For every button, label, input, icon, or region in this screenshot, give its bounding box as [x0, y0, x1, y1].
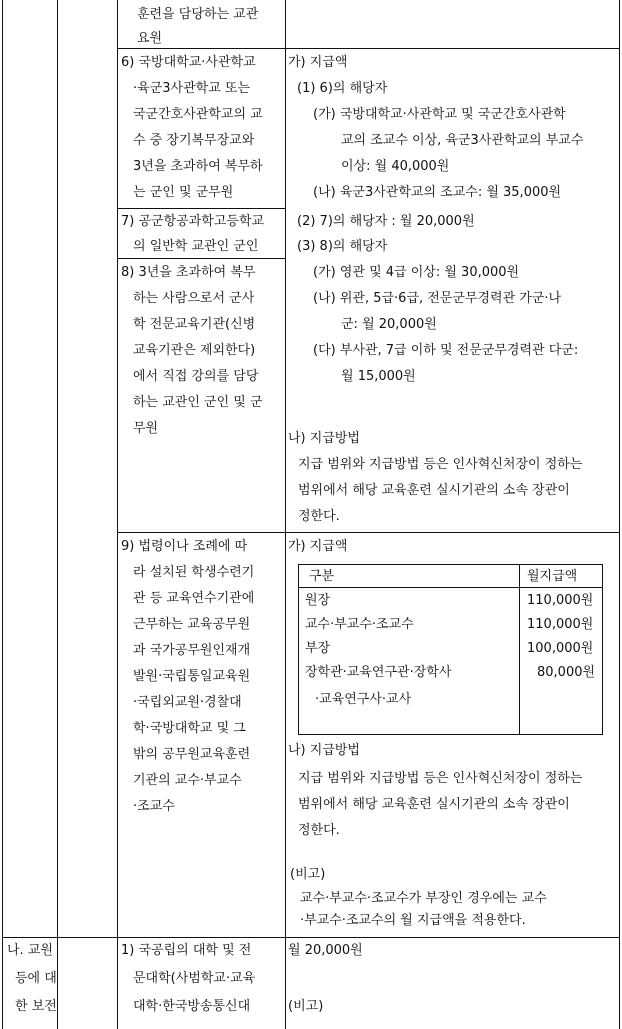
method-line: 범위에서 해당 교육훈련 실시기관의 소속 장관이 — [298, 483, 570, 498]
payment-line: (가) 국방대학교·사관학교 및 국군간호사관학 — [313, 107, 566, 122]
mini-table-header-line — [299, 587, 602, 588]
desc-line: 7) 공군항공과학고등학교 — [121, 214, 265, 229]
desc-line: 요원 — [137, 31, 163, 46]
mini-table-header-category: 구분 — [309, 569, 335, 584]
desc-line: 기관의 교수·부교수 — [133, 773, 242, 788]
table-col-divider-3 — [285, 0, 286, 1029]
desc-line: 하는 사람으로서 군사 — [133, 291, 255, 306]
remark-line: ·부교수·조교수의 월 지급액을 적용한다. — [300, 913, 526, 928]
desc-line: 8) 3년을 초과하여 복무 — [121, 265, 256, 280]
payment-line: (3) 8)의 해당자 — [297, 239, 388, 254]
payment-heading: 가) 지급액 — [288, 55, 348, 70]
payment-line: (가) 영관 및 4급 이상: 월 30,000원 — [313, 265, 520, 280]
section-label: 나. 교원 — [7, 943, 53, 958]
desc-line: 문대학(사범학교·교육 — [133, 971, 256, 986]
table-col-divider-1 — [57, 0, 58, 1029]
payment-heading: 가) 지급액 — [288, 539, 348, 554]
table-col-divider-2 — [117, 0, 118, 1029]
method-line: 지급 범위와 지급방법 등은 인사혁신처장이 정하는 — [298, 771, 583, 786]
mini-table-row-amount: 100,000원 — [527, 641, 594, 656]
desc-line: 국군간호사관학교의 교 — [133, 107, 263, 122]
method-line: 정한다. — [298, 823, 340, 838]
desc-line: 에서 직접 강의를 담당 — [133, 369, 259, 384]
mini-table-row-amount: 110,000원 — [527, 617, 594, 632]
table-border-left — [2, 0, 3, 1029]
desc-line: 교육기관은 제외한다) — [133, 343, 256, 358]
section-label: 한 보전 — [15, 999, 57, 1014]
row-divider — [2, 937, 619, 938]
monthly-pay-table — [298, 564, 603, 735]
desc-line: 의 일반학 교관인 군인 — [133, 239, 259, 254]
desc-line: 9) 법령이나 조례에 따 — [121, 539, 248, 554]
payment-line: (나) 위관, 5급·6급, 전문군무경력관 가군·나 — [313, 291, 562, 306]
desc-line: 수 중 장기복무장교와 — [133, 133, 255, 148]
remark-heading: (비고) — [288, 999, 324, 1014]
row-divider — [117, 532, 619, 533]
desc-line: ·국립외교원·경찰대 — [133, 695, 242, 710]
section-label: 등에 대 — [15, 971, 57, 986]
method-heading: 나) 지급방법 — [288, 743, 360, 758]
payment-line: (1) 6)의 해당자 — [297, 81, 388, 96]
desc-line: 대학·한국방송통신대 — [133, 999, 251, 1014]
mini-table-header-amount: 월지급액 — [527, 569, 578, 584]
desc-line: 관 등 교육연수기관에 — [133, 591, 255, 606]
table-border-right — [619, 0, 620, 1029]
desc-line: 는 군인 및 군무원 — [133, 185, 234, 200]
desc-line: 학 전문교육기관(신병 — [133, 317, 256, 332]
desc-line: ·육군3사관학교 또는 — [133, 81, 250, 96]
desc-line: 과 국가공무원인재개 — [133, 643, 251, 658]
mini-table-row-amount: 80,000원 — [537, 665, 596, 680]
remark-line: 교수·부교수·조교수가 부장인 경우에는 교수 — [300, 891, 547, 906]
mini-table-row-amount: 110,000원 — [527, 593, 594, 608]
desc-line: 발원·국립통일교육원 — [133, 669, 251, 684]
row-divider — [117, 48, 619, 49]
row-divider — [117, 258, 285, 259]
method-line: 범위에서 해당 교육훈련 실시기관의 소속 장관이 — [298, 797, 570, 812]
desc-line: 근무하는 교육공무원 — [133, 617, 251, 632]
desc-line: 라 설치된 학생수련기 — [133, 565, 255, 580]
desc-line: 학·국방대학교 및 그 — [133, 721, 246, 736]
payment-line: 이상: 월 40,000원 — [341, 159, 450, 174]
payment-line: 월 15,000원 — [341, 369, 416, 384]
mini-table-row-label: 장학관·교육연구관·장학사 — [305, 665, 452, 680]
mini-table-row-label: 교수·부교수·조교수 — [305, 617, 414, 632]
desc-line: 3년을 초과하여 복무하 — [133, 159, 263, 174]
payment-line: 교의 조교수 이상, 육군3사관학교의 부교수 — [341, 133, 584, 148]
payment-amount: 월 20,000원 — [288, 943, 363, 958]
desc-line: 무원 — [133, 421, 159, 436]
method-line: 정한다. — [298, 509, 340, 524]
mini-table-row-label: 원장 — [305, 593, 331, 608]
desc-line: 훈련을 담당하는 교관 — [137, 7, 259, 22]
method-heading: 나) 지급방법 — [288, 431, 360, 446]
payment-line: (2) 7)의 해당자 : 월 20,000원 — [297, 214, 475, 229]
desc-line: 6) 국방대학교·사관학교 — [121, 55, 256, 70]
payment-line: 군: 월 20,000원 — [341, 317, 437, 332]
method-line: 지급 범위와 지급방법 등은 인사혁신처장이 정하는 — [298, 457, 583, 472]
desc-line: 1) 국공립의 대학 및 전 — [121, 943, 252, 958]
mini-table-col-line — [519, 565, 520, 734]
desc-line: ·조교수 — [133, 799, 175, 814]
mini-table-row-label: 부장 — [305, 641, 331, 656]
desc-line: 하는 교관인 군인 및 군 — [133, 395, 263, 410]
desc-line: 밖의 공무원교육훈련 — [133, 747, 251, 762]
row-divider — [117, 208, 285, 209]
payment-line: (다) 부사관, 7급 이하 및 전문군무경력관 다군: — [313, 343, 579, 358]
payment-line: (나) 육군3사관학교의 조교수: 월 35,000원 — [313, 185, 562, 200]
remark-heading: (비고) — [290, 867, 326, 882]
mini-table-row-label-cont: ·교육연구사·교사 — [315, 692, 412, 707]
